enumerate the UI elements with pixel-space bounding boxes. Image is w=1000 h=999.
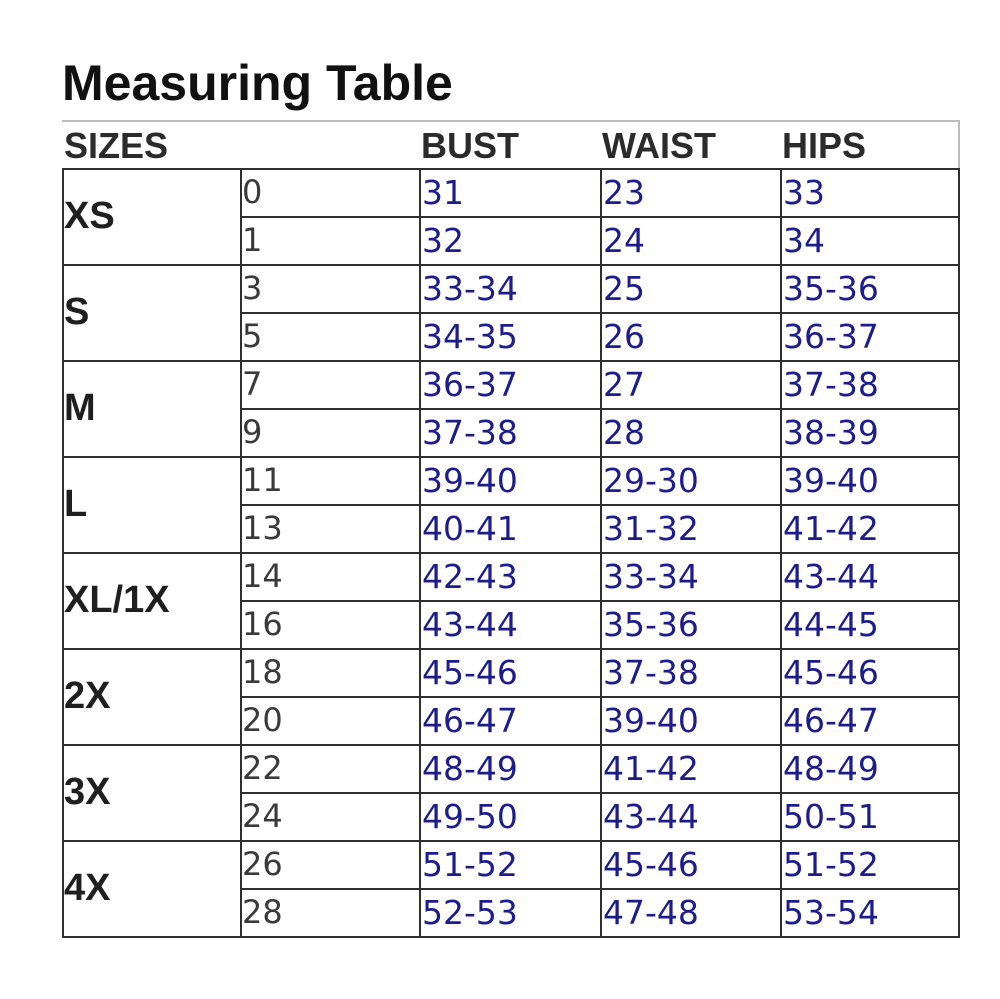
size-label: 2X bbox=[64, 675, 111, 717]
group-divider bbox=[62, 264, 960, 266]
waist-value: 24 bbox=[603, 221, 645, 260]
row-divider bbox=[240, 312, 960, 314]
group-divider bbox=[62, 168, 960, 170]
group-divider bbox=[62, 552, 960, 554]
size-label: XS bbox=[64, 195, 115, 237]
hips-value: 50-51 bbox=[783, 797, 879, 836]
waist-value: 29-30 bbox=[603, 461, 699, 500]
waist-value: 28 bbox=[603, 413, 645, 452]
row-divider bbox=[240, 600, 960, 602]
bust-value: 51-52 bbox=[422, 845, 518, 884]
bust-value: 42-43 bbox=[422, 557, 518, 596]
header-hips: HIPS bbox=[782, 125, 867, 166]
waist-value: 45-46 bbox=[603, 845, 699, 884]
group-divider bbox=[62, 360, 960, 362]
waist-value: 41-42 bbox=[603, 749, 699, 788]
size-number: 13 bbox=[242, 509, 283, 547]
bust-value: 40-41 bbox=[422, 509, 518, 548]
waist-value: 31-32 bbox=[603, 509, 699, 548]
row-divider bbox=[240, 696, 960, 698]
hips-value: 41-42 bbox=[783, 509, 879, 548]
hips-value: 37-38 bbox=[783, 365, 879, 404]
hips-value: 38-39 bbox=[783, 413, 879, 452]
bust-value: 34-35 bbox=[422, 317, 518, 356]
header-top-border bbox=[62, 120, 960, 122]
group-divider bbox=[62, 648, 960, 650]
size-number: 5 bbox=[242, 317, 263, 355]
size-number: 20 bbox=[242, 701, 283, 739]
bust-value: 52-53 bbox=[422, 893, 518, 932]
size-number: 1 bbox=[242, 221, 263, 259]
hips-value: 51-52 bbox=[783, 845, 879, 884]
group-divider bbox=[62, 456, 960, 458]
bust-value: 36-37 bbox=[422, 365, 518, 404]
hips-value: 48-49 bbox=[783, 749, 879, 788]
hips-value: 35-36 bbox=[783, 269, 879, 308]
row-divider bbox=[240, 216, 960, 218]
bust-value: 43-44 bbox=[422, 605, 518, 644]
size-label: M bbox=[64, 387, 96, 429]
group-divider bbox=[62, 744, 960, 746]
hips-value: 44-45 bbox=[783, 605, 879, 644]
bust-value: 48-49 bbox=[422, 749, 518, 788]
header-right-border bbox=[958, 120, 960, 170]
bust-value: 39-40 bbox=[422, 461, 518, 500]
hips-value: 34 bbox=[783, 221, 825, 260]
group-divider bbox=[62, 840, 960, 842]
row-divider bbox=[240, 888, 960, 890]
size-number: 11 bbox=[242, 461, 283, 499]
size-label: 3X bbox=[64, 771, 111, 813]
header-sizes: SIZES bbox=[64, 125, 169, 166]
measuring-table bbox=[62, 120, 960, 936]
hips-value: 46-47 bbox=[783, 701, 879, 740]
bust-value: 46-47 bbox=[422, 701, 518, 740]
waist-value: 33-34 bbox=[603, 557, 699, 596]
waist-value: 39-40 bbox=[603, 701, 699, 740]
waist-value: 23 bbox=[603, 173, 645, 212]
hips-value: 43-44 bbox=[783, 557, 879, 596]
size-number: 22 bbox=[242, 749, 283, 787]
hips-value: 45-46 bbox=[783, 653, 879, 692]
table-bottom-border bbox=[62, 936, 960, 938]
page-title: Measuring Table bbox=[62, 55, 453, 111]
row-divider bbox=[240, 504, 960, 506]
size-label: XL/1X bbox=[64, 579, 170, 621]
size-number: 7 bbox=[242, 365, 263, 403]
waist-value: 25 bbox=[603, 269, 645, 308]
size-number: 0 bbox=[242, 173, 263, 211]
size-number: 16 bbox=[242, 605, 283, 643]
header-bust: BUST bbox=[421, 125, 519, 166]
waist-value: 47-48 bbox=[603, 893, 699, 932]
size-label: 4X bbox=[64, 867, 111, 909]
bust-value: 32 bbox=[422, 221, 464, 260]
size-number: 24 bbox=[242, 797, 283, 835]
size-number: 26 bbox=[242, 845, 283, 883]
size-number: 14 bbox=[242, 557, 283, 595]
waist-value: 26 bbox=[603, 317, 645, 356]
size-number: 3 bbox=[242, 269, 263, 307]
waist-value: 37-38 bbox=[603, 653, 699, 692]
waist-value: 27 bbox=[603, 365, 645, 404]
row-divider bbox=[240, 792, 960, 794]
bust-value: 49-50 bbox=[422, 797, 518, 836]
waist-value: 35-36 bbox=[603, 605, 699, 644]
hips-value: 53-54 bbox=[783, 893, 879, 932]
bust-value: 37-38 bbox=[422, 413, 518, 452]
row-divider bbox=[240, 408, 960, 410]
size-label: L bbox=[64, 483, 88, 525]
hips-value: 39-40 bbox=[783, 461, 879, 500]
size-number: 28 bbox=[242, 893, 283, 931]
header-waist: WAIST bbox=[602, 125, 716, 166]
bust-value: 31 bbox=[422, 173, 464, 212]
size-number: 18 bbox=[242, 653, 283, 691]
waist-value: 43-44 bbox=[603, 797, 699, 836]
bust-value: 33-34 bbox=[422, 269, 518, 308]
size-label: S bbox=[64, 291, 90, 333]
bust-value: 45-46 bbox=[422, 653, 518, 692]
hips-value: 36-37 bbox=[783, 317, 879, 356]
hips-value: 33 bbox=[783, 173, 825, 212]
size-number: 9 bbox=[242, 413, 263, 451]
